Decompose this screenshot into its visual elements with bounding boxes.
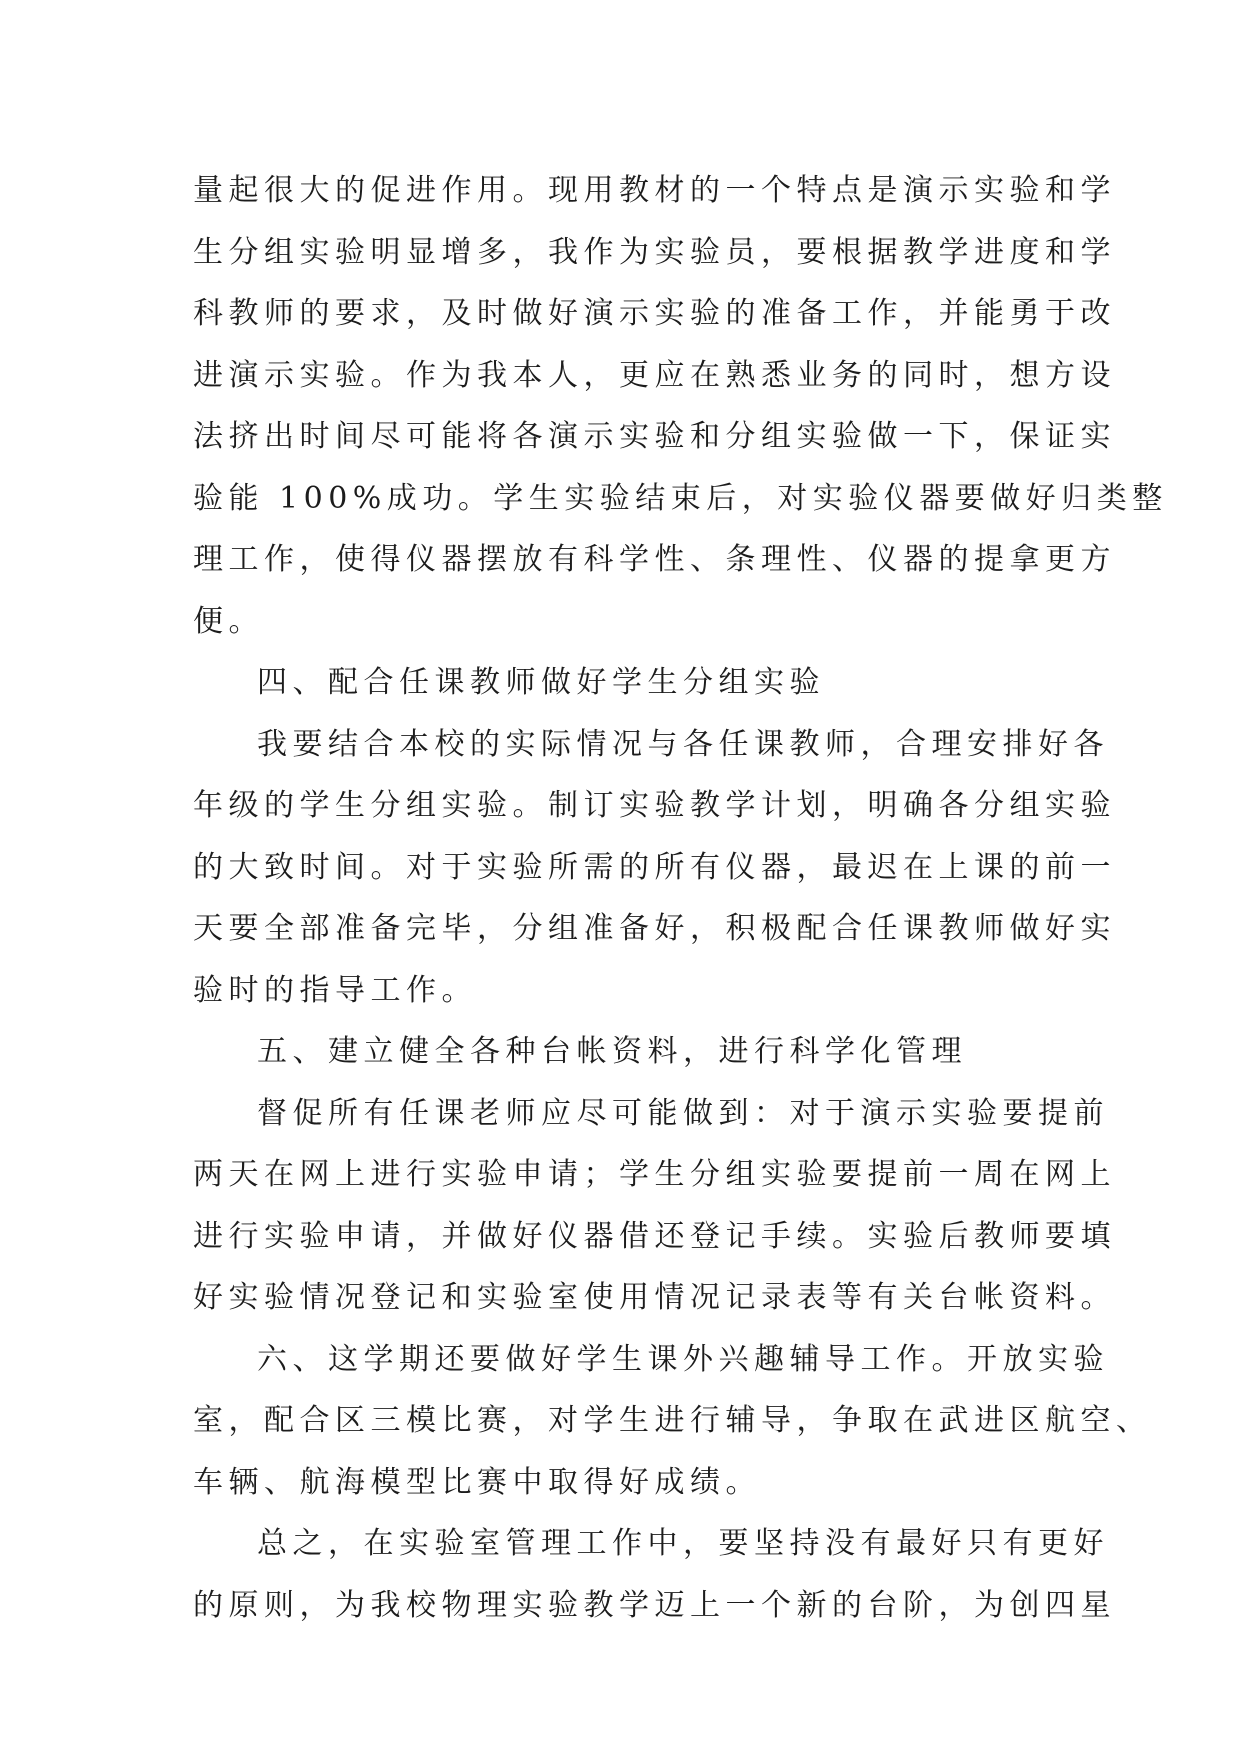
text-line: 督促所有任课老师应尽可能做到：对于演示实验要提前: [257, 1095, 1109, 1131]
text-line: 的原则，为我校物理实验教学迈上一个新的台阶，为创四星: [193, 1587, 1116, 1623]
text-line: 科教师的要求，及时做好演示实验的准备工作，并能勇于改: [193, 296, 1116, 331]
text-line: 生分组实验明显增多，我作为实验员，要根据教学进度和学: [193, 234, 1116, 270]
section-heading-4: 四、配合任课教师做好学生分组实验: [257, 665, 825, 700]
text-line: 好实验情况登记和实验室使用情况记录表等有关台帐资料。: [193, 1280, 1116, 1315]
text-line: 年级的学生分组实验。制订实验教学计划，明确各分组实验: [193, 788, 1116, 823]
text-line: 两天在网上进行实验申请；学生分组实验要提前一周在网上: [193, 1157, 1116, 1192]
text-line: 的大致时间。对于实验所需的所有仪器，最迟在上课的前一: [193, 849, 1116, 885]
body-text: [193, 160, 1168, 1636]
text-line: 理工作，使得仪器摆放有科学性、条理性、仪器的提拿更方: [193, 542, 1116, 577]
text-line: 总之，在实验室管理工作中，要坚持没有最好只有更好: [257, 1526, 1109, 1561]
text-line: 室，配合区三模比赛，对学生进行辅导，争取在武进区航空、: [193, 1403, 1152, 1438]
text-line: 天要全部准备完毕，分组准备好，积极配合任课教师做好实: [193, 911, 1116, 946]
text-line: 车辆、航海模型比赛中取得好成绩。: [193, 1464, 761, 1500]
text-line: 我要结合本校的实际情况与各任课教师，合理安排好各: [257, 726, 1109, 762]
section-heading-6: 六、这学期还要做好学生课外兴趣辅导工作。开放实验: [257, 1341, 1109, 1377]
text-line: 法挤出时间尽可能将各演示实验和分组实验做一下，保证实: [193, 419, 1116, 454]
text-line: 进演示实验。作为我本人，更应在熟悉业务的同时，想方设: [193, 357, 1116, 393]
text-line: 进行实验申请，并做好仪器借还登记手续。实验后教师要填: [193, 1218, 1116, 1254]
text-line: 验能 100%成功。学生实验结束后，对实验仪器要做好归类整: [193, 480, 1168, 516]
text-line: 便。: [193, 603, 264, 639]
section-heading-5: 五、建立健全各种台帐资料，进行科学化管理: [257, 1034, 967, 1069]
text-line: 验时的指导工作。: [193, 972, 477, 1008]
text-line: 量起很大的促进作用。现用教材的一个特点是演示实验和学: [193, 173, 1116, 208]
